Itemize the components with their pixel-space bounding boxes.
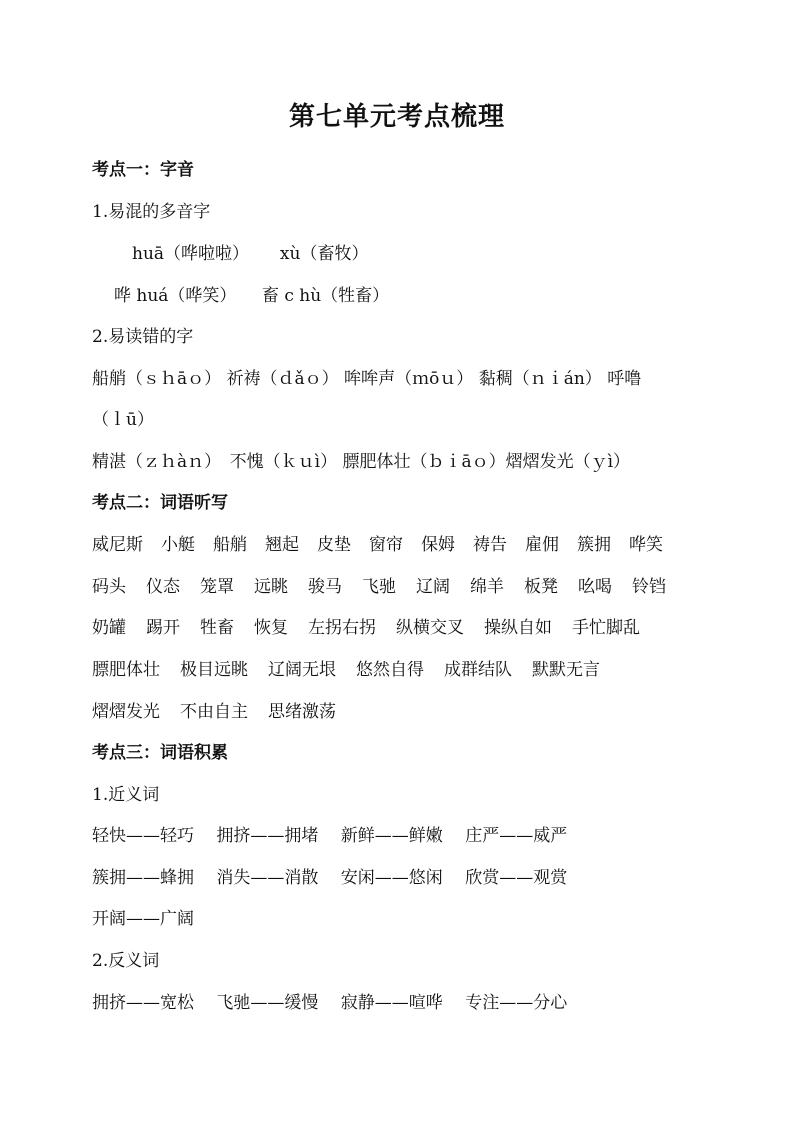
section3-sub2: 2.反义词 bbox=[92, 951, 160, 971]
word-item: 极目远眺 bbox=[180, 660, 248, 680]
word-item: 奶罐 bbox=[92, 618, 126, 638]
section3-heading: 考点三：词语积累 bbox=[92, 743, 228, 763]
polyphone-line-2: 哗 huá（哗笑） 畜 c hù（牲畜） bbox=[114, 286, 390, 306]
word-item: 悠然自得 bbox=[356, 660, 424, 680]
synonym-line-3: 开阔——广阔 bbox=[92, 909, 194, 929]
word-item: 码头 bbox=[92, 577, 126, 597]
word-item: 哗笑 bbox=[629, 535, 663, 555]
word-item: 飞驰 bbox=[362, 577, 396, 597]
synonym-line-2: 簇拥——蜂拥 消失——消散 安闲——悠闲 欣赏——观赏 bbox=[92, 868, 568, 888]
dictation-row-3 bbox=[92, 616, 754, 640]
word-item: 左拐右拐 bbox=[308, 618, 376, 638]
word-item: 默默无言 bbox=[532, 660, 600, 680]
word-item: 船艄 bbox=[213, 535, 247, 555]
word-item: 操纵自如 bbox=[484, 618, 552, 638]
word-item: 手忙脚乱 bbox=[572, 618, 640, 638]
word-item: 雇佣 bbox=[525, 535, 559, 555]
word-item: 恢复 bbox=[254, 618, 288, 638]
word-item: 笼罩 bbox=[200, 577, 234, 597]
word-item: 窗帘 bbox=[369, 535, 403, 555]
word-item: 保姆 bbox=[421, 535, 455, 555]
word-item: 簇拥 bbox=[577, 535, 611, 555]
word-item: 纵横交叉 bbox=[396, 618, 464, 638]
dictation-row-5 bbox=[92, 700, 754, 724]
section3-sub1: 1.近义词 bbox=[92, 785, 160, 805]
word-item: 祷告 bbox=[473, 535, 507, 555]
word-item: 小艇 bbox=[161, 535, 195, 555]
word-item: 牲畜 bbox=[200, 618, 234, 638]
section1-sub1: 1.易混的多音字 bbox=[92, 202, 211, 222]
word-item: 辽阔无垠 bbox=[268, 660, 336, 680]
word-item: 不由自主 bbox=[180, 702, 248, 722]
section1-sub2: 2.易读错的字 bbox=[92, 327, 194, 347]
section2-heading: 考点二：词语听写 bbox=[92, 493, 228, 513]
dictation-row-1 bbox=[92, 533, 754, 557]
word-item: 板凳 bbox=[524, 577, 558, 597]
word-item: 思绪激荡 bbox=[268, 702, 336, 722]
word-item: 远眺 bbox=[254, 577, 288, 597]
polyphone-line-1: huā（哗啦啦） xù（畜牧） bbox=[132, 244, 369, 264]
word-item: 熠熠发光 bbox=[92, 702, 160, 722]
misread-line-1: 船艄（ｓｈāｏ） 祈祷（ｄǎｏ） 哞哞声（ｍōｕ） 黏稠（ｎｉán） 呼噜 bbox=[92, 369, 642, 389]
antonym-line-1: 拥挤——宽松 飞驰——缓慢 寂静——喧哗 专注——分心 bbox=[92, 993, 568, 1013]
word-item: 骏马 bbox=[308, 577, 342, 597]
word-item: 翘起 bbox=[265, 535, 299, 555]
word-item: 辽阔 bbox=[416, 577, 450, 597]
word-item: 绵羊 bbox=[470, 577, 504, 597]
word-item: 踢开 bbox=[146, 618, 180, 638]
word-item: 威尼斯 bbox=[92, 535, 143, 555]
word-item: 仪态 bbox=[146, 577, 180, 597]
word-item: 成群结队 bbox=[444, 660, 512, 680]
dictation-row-4 bbox=[92, 658, 754, 682]
synonym-line-1: 轻快——轻巧 拥挤——拥堵 新鲜——鲜嫩 庄严——威严 bbox=[92, 826, 568, 846]
word-item: 皮垫 bbox=[317, 535, 351, 555]
dictation-row-2 bbox=[92, 575, 754, 599]
word-item: 吆喝 bbox=[578, 577, 612, 597]
word-item: 铃铛 bbox=[632, 577, 666, 597]
page-title: 第七单元考点梳理 bbox=[288, 102, 505, 132]
misread-line-2: （ｌū） bbox=[92, 410, 154, 430]
section1-heading: 考点一：字音 bbox=[92, 160, 194, 180]
misread-line-3: 精湛（ｚｈàｎ） 不愧（ｋｕì） 膘肥体壮（ｂｉāｏ）熠熠发光（ｙì） bbox=[92, 452, 631, 472]
word-item: 膘肥体壮 bbox=[92, 660, 160, 680]
